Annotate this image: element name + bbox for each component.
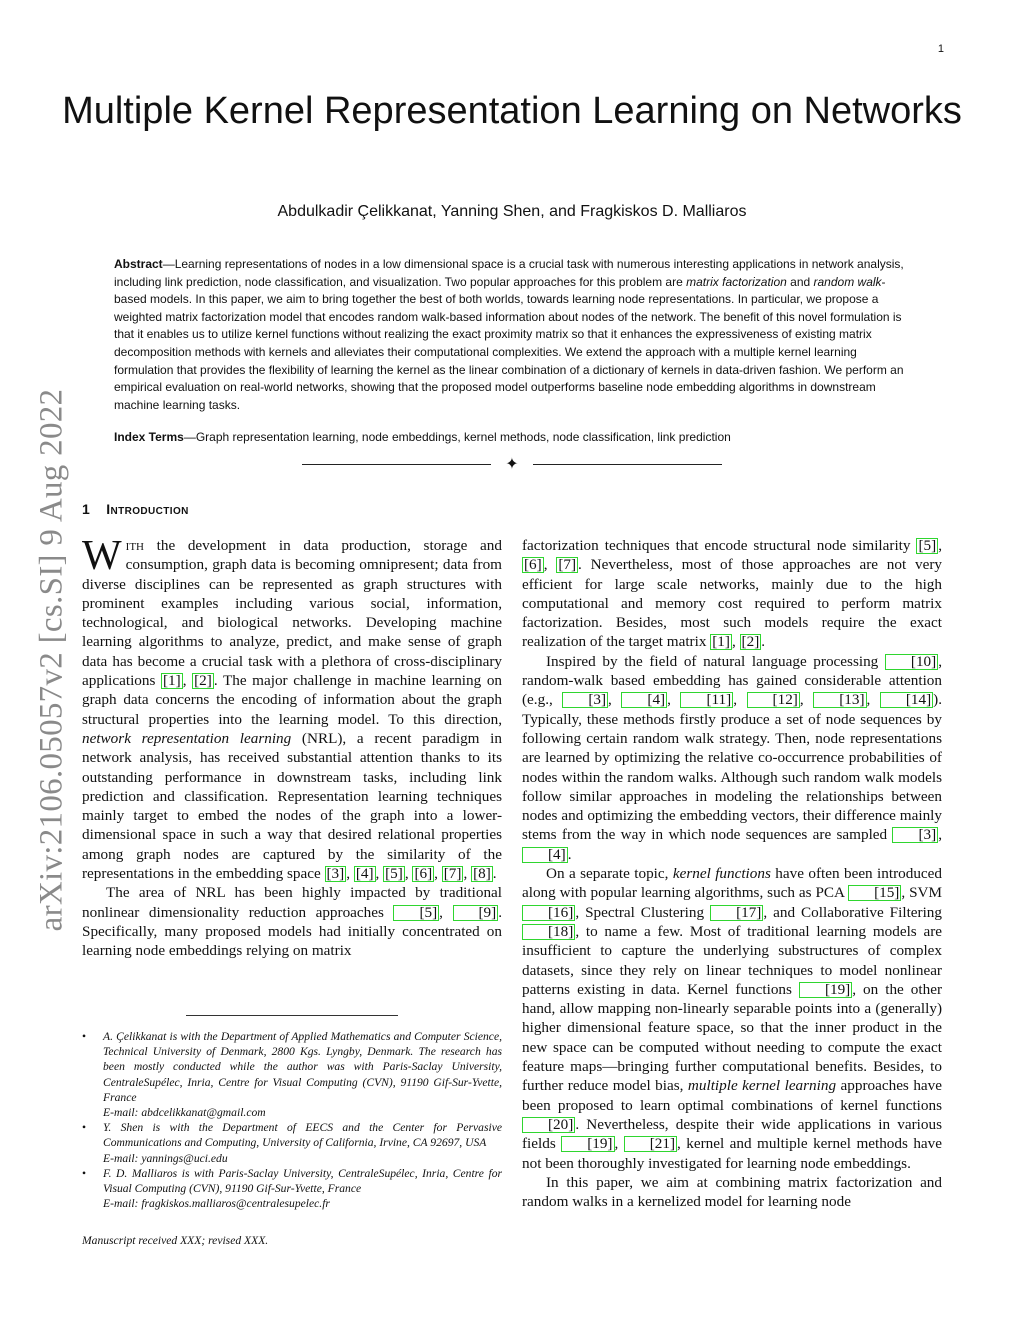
footnote-item: • Y. Shen is with the Department of EECS and the Center for Pervasive Communications and Computing, University of California, Irvine, CA 92697, USA E-mail: yannings@uci.edu xyxy=(82,1121,502,1165)
citation-link[interactable]: [10] xyxy=(885,654,938,670)
citation-link[interactable]: [4] xyxy=(621,692,667,708)
citation-link[interactable]: [2] xyxy=(194,672,212,690)
citation-link[interactable]: [1] xyxy=(712,633,730,651)
citation-link[interactable]: [9] xyxy=(453,905,499,921)
citation-link[interactable]: [7] xyxy=(443,865,462,883)
citation-link[interactable]: [3] xyxy=(892,827,938,843)
citation-link[interactable]: [19] xyxy=(799,982,852,998)
citation-link[interactable]: [3] xyxy=(562,692,608,708)
citation-link[interactable]: [16] xyxy=(522,905,575,921)
left-column xyxy=(82,533,503,961)
citation-link[interactable]: [4] xyxy=(355,865,374,883)
index-terms: Index Terms—Graph representation learning, node embeddings, kernel methods, node classification, link prediction xyxy=(114,430,731,444)
email-text: E-mail: abdcelikkanat@gmail.com xyxy=(103,1106,266,1120)
citation-link[interactable]: [18] xyxy=(522,924,575,940)
divider-star-icon: ✦ xyxy=(505,456,519,473)
email-text: E-mail: yannings@uci.edu xyxy=(103,1151,228,1165)
abstract: Abstract—Learning representations of nodes in a low dimensional space is a crucial task with numerous interesting applications in network analysis, including link prediction, node classification, and visualization. Two popular approaches for this problem are matrix factorization and random walk-based models. In this paper, we aim to bring together the best of both worlds, towards learning node representations. In particular, we propose a weighted matrix factorization model that encodes random walk-based information about nodes of the network. The benefit of this novel formulation is that it enables us to utilize kernel functions without realizing the exact proximity matrix so that it enhances the expressiveness of existing matrix decomposition methods with kernels and alleviates their computational complexities. We extend the approach with a multiple kernel learning formulation that provides the flexibility of learning the kernel as the linear combination of a dictionary of kernels in data-driven fashion. We perform an empirical evaluation on real-world networks, showing that the proposed model outperforms baseline node embedding algorithms in downstream machine learning tasks. xyxy=(114,257,904,412)
page-number: 1 xyxy=(937,43,944,55)
author-footnotes xyxy=(82,1029,502,1211)
citation-link[interactable]: [6] xyxy=(414,865,433,883)
abstract-label: Abstract xyxy=(114,257,163,271)
paragraph: In this paper, we aim at combining matrix factorization and random walks in a kernelized model for learning node xyxy=(522,1173,942,1211)
citation-link[interactable]: [15] xyxy=(848,885,901,901)
citation-link[interactable]: [17] xyxy=(710,905,763,921)
index-terms-label: Index Terms xyxy=(114,430,184,444)
paragraph: Inspired by the field of natural language processing [10] , random-walk based embedding has gained considerable attention (e.g., [3] , [4] , [11] , [12] , [13] , [14] ). Typically, these methods firstly produce a set of node sequences by following certain random walk strategy. Then, node representations are learned by optimizing the relative co-occurrence probabilities of nodes within the random walks. Although such random walk models follow similar approaches in modeling the relationships between nodes and optimizing the embedding vectors, their difference mainly stems from the way in which node sequences are sampled [3] , [4] . xyxy=(522,652,943,863)
citation-link[interactable]: [3] xyxy=(326,865,345,883)
arxiv-identifier-stamp: arXiv:2106.05057v2 [cs.SI] 9 Aug 2022 xyxy=(33,388,70,932)
section-number: 1 xyxy=(82,501,91,517)
citation-link[interactable]: [12] xyxy=(747,692,800,708)
right-column xyxy=(522,536,942,1211)
section-heading xyxy=(82,501,189,517)
manuscript-note: Manuscript received XXX; revised XXX. xyxy=(82,1234,269,1247)
email-text: E-mail: fragkiskos.malliaros@centralesupelec.fr xyxy=(103,1197,330,1211)
footnote-item: • F. D. Malliaros is with Paris-Saclay University, CentraleSupélec, Inria, Centre for Visual Computing (CVN), 91190 Gif-Sur-Yvette, France E-mail: fragkiskos.malliaros@centralesupelec.fr xyxy=(82,1166,502,1211)
citation-link[interactable]: [5] xyxy=(385,865,403,883)
citation-link[interactable]: [8] xyxy=(473,865,491,883)
citation-link[interactable]: [13] xyxy=(813,692,866,708)
bullet-icon: • xyxy=(82,1030,87,1043)
citation-link[interactable]: [11] xyxy=(680,692,733,708)
citation-link[interactable]: [5] xyxy=(918,537,937,554)
citation-link[interactable]: [14] xyxy=(880,692,933,708)
section-divider xyxy=(302,456,722,472)
paragraph: factorization techniques that encode structural node similarity [5] , [6] , [7] . Nevertheless, most of those approaches are not very efficient for large scale networks, mainly due to the high computational and memory cost required to perform matrix factorization. Besides, most such models require the exact realization of the target matrix [1] , [2] . xyxy=(522,537,942,651)
citation-link[interactable]: [7] xyxy=(558,556,577,574)
citation-link[interactable]: [21] xyxy=(624,1136,677,1152)
paragraph: On a separate topic, kernel functions have often been introduced along with popular learning algorithms, such as PCA [15] , SVM [16] , Spectral Clustering [17] , and Collaborative Filtering [18] , to name a few. Most of traditional learning models are insufficient to capture the underlying substructures of complex datasets, since they rely on linear techniques to model nonlinear patterns existing in data. Kernel functions [19] , on the other hand, allow mapping non-linearly separable points into a (generally) higher dimensional feature space, so that the inner product in the new space can be computed without needing to compute the exact feature maps—bringing further computational benefits. Besides, to further reduce model bias, multiple kernel learning approaches have been proposed to learn optimal combinations of kernel functions [20] . Nevertheless, despite their wide applications in various fields [19] , [21] , kernel and multiple kernel methods have not been thoroughly investigated for learning node embeddings. xyxy=(522,865,943,1172)
paper-title: Multiple Kernel Representation Learning on Networks xyxy=(62,90,962,132)
paragraph: The area of NRL has been highly impacted by traditional nonlinear dimensionality reduction approaches [5] , [9] . Specifically, many proposed models had initially concentrated on learning node embeddings relying on matrix xyxy=(82,884,503,960)
citation-link[interactable]: [5] xyxy=(393,905,439,921)
citation-link[interactable]: [6] xyxy=(524,556,542,574)
citation-link[interactable]: [2] xyxy=(741,633,760,651)
paper-authors: Abdulkadir Çelikkanat, Yanning Shen, and Fragkiskos D. Malliaros xyxy=(277,203,747,220)
footnote-item: • A. Çelikkanat is with the Department of Applied Mathematics and Computer Science, Technical University of Denmark, 2800 Kgs. Lyngby, Denmark. The research has been mostly conducted while the author was with Paris-Saclay University, CentraleSupélec, Inria, Centre for Visual Computing (CVN), 91190 Gif-Sur-Yvette, France E-mail: abdcelikkanat@gmail.com xyxy=(82,1030,502,1120)
bullet-icon: • xyxy=(82,1166,87,1180)
drop-cap: W xyxy=(82,533,122,579)
section-title: Introduction xyxy=(106,501,189,517)
citation-link[interactable]: [4] xyxy=(522,847,568,863)
bullet-icon: • xyxy=(82,1121,87,1135)
paragraph: With the development in data production, storage and consumption, graph data is becoming omnipresent; data from diverse disciplines can be represented as graph structures with prominent examples including various social, information, technological, and biological networks. Developing machine learning algorithms to analyze, predict, and make sense of graph data has become a crucial task with a plethora of cross-disciplinary applications [1] , [2] . The major challenge in machine learning on graph data concerns the encoding of information about the graph structural properties into the learning model. To this direction, network representation learning (NRL), a recent paradigm in network analysis, has received substantial attention thanks to its outstanding performance in downstream tasks, including link prediction and classification. Representation learning techniques mainly target to embed the nodes of the graph into a lower-dimensional space in such a way that desired relational properties among graph nodes are captured by the similarity of the representations in the embedding space [3] , [4] , [5] , [6] , [7] , [8] . xyxy=(82,533,503,883)
footnote-rule xyxy=(186,1015,398,1016)
citation-link[interactable]: [1] xyxy=(163,672,181,690)
citation-link[interactable]: [20] xyxy=(522,1117,575,1133)
citation-link[interactable]: [19] xyxy=(561,1136,614,1152)
